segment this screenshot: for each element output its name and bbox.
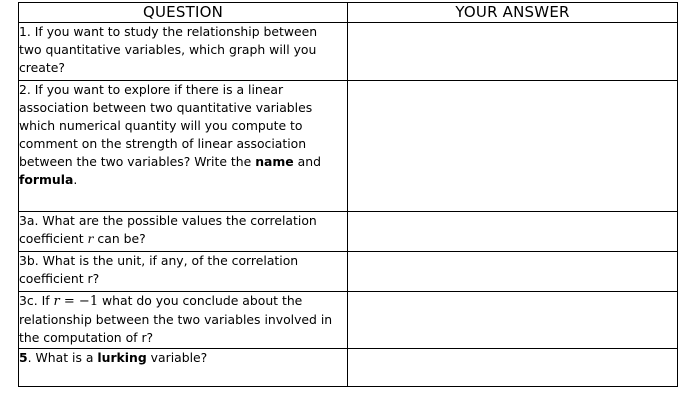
- question-text-fragment: . What is a: [27, 350, 98, 365]
- question-text-line: [19, 171, 347, 189]
- answer-cell[interactable]: [348, 252, 678, 292]
- question-cell: [19, 212, 348, 252]
- table-row: [19, 212, 678, 252]
- table-row: [19, 292, 678, 349]
- question-cell: [19, 23, 348, 81]
- question-text-fragment: coefficient: [19, 231, 88, 246]
- question-text-fragment: variable?: [146, 350, 208, 365]
- question-text-line: [19, 230, 347, 248]
- question-text-line: relationship between the two variables involved in: [19, 312, 333, 327]
- question-text-fragment: between the two variables? Write the: [19, 154, 256, 169]
- question-text-line: coefficient r?: [19, 271, 100, 286]
- math-value: −1: [78, 294, 99, 309]
- answer-cell[interactable]: [348, 292, 678, 349]
- question-text-line: create?: [19, 60, 65, 75]
- answer-cell[interactable]: [348, 23, 678, 81]
- question-emphasis: name: [255, 154, 294, 169]
- question-cell: [19, 81, 348, 212]
- question-text-line: [19, 153, 347, 171]
- question-number: 5: [19, 350, 28, 365]
- question-text-fragment: can be?: [93, 231, 146, 246]
- question-text-line: the computation of r?: [19, 330, 154, 345]
- question-text-fragment: .: [73, 172, 78, 187]
- answer-cell[interactable]: [348, 212, 678, 252]
- question-text-line: two quantitative variables, which graph will you: [19, 42, 317, 57]
- question-emphasis: formula: [19, 172, 74, 187]
- answer-cell[interactable]: [348, 349, 678, 387]
- math-variable: r: [53, 294, 60, 309]
- answer-cell[interactable]: [348, 81, 678, 212]
- question-text-line: 2. If you want to explore if there is a linear: [19, 82, 284, 97]
- question-text-fragment: 3c. If: [19, 293, 54, 308]
- math-variable: r: [87, 231, 94, 246]
- answer-column-header: YOUR ANSWER: [348, 3, 678, 23]
- question-text-line: 3a. What are the possible values the correlation: [19, 213, 317, 228]
- math-operator: =: [59, 294, 79, 309]
- question-emphasis: lurking: [97, 350, 147, 365]
- question-text-line: comment on the strength of linear association: [19, 136, 307, 151]
- question-text-line: which numerical quantity will you compute to: [19, 118, 303, 133]
- header-row: [19, 3, 678, 23]
- question-text-line: association between two quantitative variables: [19, 100, 313, 115]
- table-row: [19, 23, 678, 81]
- table-row: [19, 349, 678, 387]
- question-text-line: 1. If you want to study the relationship between: [19, 24, 318, 39]
- table-row: [19, 252, 678, 292]
- question-text-line: 3b. What is the unit, if any, of the correlation: [19, 253, 299, 268]
- question-cell: [19, 292, 348, 349]
- question-text-line: [19, 349, 347, 367]
- question-cell: [19, 252, 348, 292]
- question-answer-table: [18, 2, 678, 387]
- question-column-header: QUESTION: [19, 3, 348, 23]
- table-row: [19, 81, 678, 212]
- question-text-line: [19, 292, 347, 311]
- question-cell: [19, 349, 348, 387]
- question-text-fragment: what do you conclude about the: [98, 293, 303, 308]
- question-text-fragment: and: [293, 154, 321, 169]
